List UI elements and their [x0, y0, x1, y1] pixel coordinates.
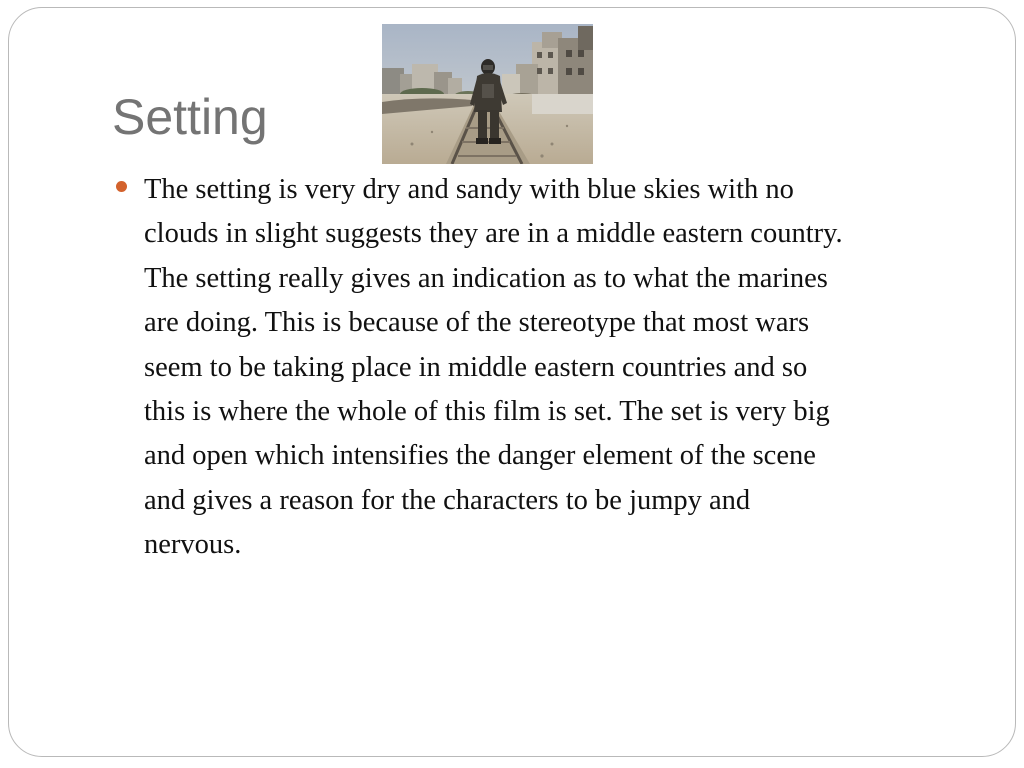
slide-title: Setting — [112, 89, 268, 145]
bullet-line: and open which intensifies the danger element of the scene — [144, 440, 816, 472]
bullet-line: clouds in slight suggests they are in a middle eastern country. — [144, 218, 843, 250]
bullet-line: and gives a reason for the characters to be jumpy and — [144, 484, 751, 516]
bullet-line: seem to be taking place in middle eastern countries and so — [144, 351, 808, 383]
bullet-line: The setting is very dry and sandy with blue skies with no — [144, 174, 794, 205]
bullet-line: The setting really gives an indication as to what the marines — [144, 262, 828, 294]
slide-body — [116, 168, 966, 568]
bullet-line: this is where the whole of this film is set. The set is very big — [144, 396, 830, 428]
bullet-line: nervous. — [144, 529, 242, 561]
soldier-on-railway-photo — [382, 24, 593, 164]
bullet-item — [116, 168, 966, 568]
bullet-line: are doing. This is because of the stereotype that most wars — [144, 307, 810, 339]
bullet-dot-icon — [116, 181, 127, 192]
bullet-text — [144, 168, 966, 568]
